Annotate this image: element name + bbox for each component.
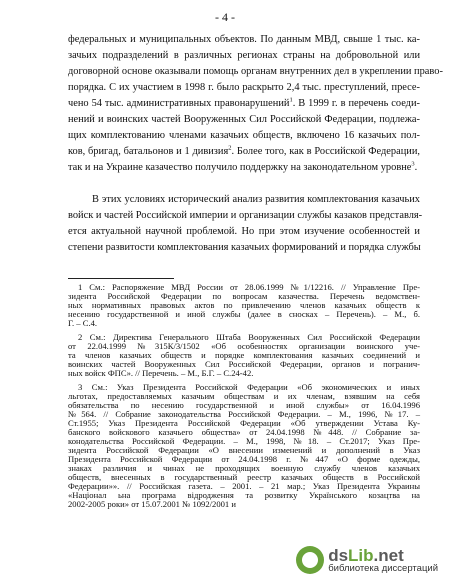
body-line: щих комплектованию членами казачьих обществ, включено 16 казачьих пол- [68,130,420,141]
body-line: нений и воинских частей Вооруженных Сил Российской Федерации, подлежа- [68,114,420,125]
footnote-line: банского войскового казачьего общества» от 24.04.1998 №448. // Собрание за- [68,427,420,437]
body-line: федеральных и муниципальных объектов. По данным МВД, свыше 1 тыс. ка- [68,34,420,45]
footnote-line: несению государственной и иной службы (далее в сносках – Перечень). – М., б. [68,309,420,319]
dslib-logo-icon [296,546,324,574]
body-line: ков, бригад, батальонов и 1 дивизия$^2$. Более того, как в Российской Федерации, [68,144,420,157]
body-line: чено 54 тыс. административных правонарушений$^1$. В 1999 г. в перечень соеди- [68,96,420,109]
footnote-line: ных войск ФПС». // Перечень. – М., Б.Г. – С.24-42. [68,368,254,378]
footnote-line: Президента Российской Федерации от 24.04.1998 г. №447 «О форме одежды, [68,454,420,464]
body-line: договорной основе оказывали помощь органам внутренних дел в укреплении право- [68,66,443,77]
footnote-line: Г. – С.4. [68,318,98,328]
body-line: В этих условиях исторический анализ развития комплектования казачьих [92,194,420,205]
page-number: - 4 - [215,10,235,24]
footnote-ref: 3 [411,160,415,168]
footnote-line: Федерации»». // Российская газета. – 2001. – 21 мар.; Указ Президента Украины [68,481,420,491]
footnote-separator [68,278,174,279]
footnote-line: та членов казачьих обществ и порядке комплектования казачьих соединений и [68,350,420,360]
body-line: степени развитости комплектования казачьих формирований и порядка службы [68,242,421,253]
footnote-line: знаках различия и чинах не проходящих военную службу членов казачьих [68,463,420,473]
footnote-ref: 1 [289,96,293,104]
footnote-line: зидента Российской Федерации по вопросам казачества. Перечень ведомствен- [68,291,420,301]
footnote-line: Ст.1955; Указ Президента Российской Федерации «Об утверждении Устава Ку- [68,418,420,428]
dslib-watermark [294,544,442,576]
body-line: ется актуальной научной проблемой. Но при этом изучение особенностей и [68,226,420,237]
body-line: так и на Украине казачество получило поддержку на законодательном уровне$^3$. [68,160,418,173]
footnote-line: 2 См.: Директива Генерального Штаба Вооруженных Сил Российской Федерации [78,332,420,342]
footnote-line: ных нормативных правовых актов по привлечению членов казачьих обществ к [68,300,420,310]
footnote-line: 2002-2005 роки» от 15.07.2001 № 1092/2001 и [68,499,236,509]
footnote-line: льготах, предоставляемых казачьим обществам и их членам, взявшим на себя [68,391,420,401]
watermark-tagline: библиотека диссертаций [328,562,438,574]
footnote-line: зидента Российской Федерации «О внесении изменений и дополнений в Указ [68,445,420,455]
footnote-line: «Націонал ьна програма відродження та розвитку Українського козацтва на [68,490,420,500]
footnote-line: от 22.04.1999 №315К/3/1502 «Об особенностях организации воинского уче- [68,341,420,351]
footnote-ref: 2 [228,144,232,152]
footnote-line: 3 См.: Указ Президента Российской Федерации «Об экономических и иных [78,382,420,392]
watermark-text [328,547,438,574]
body-line: зачьих подразделений в различных регионах страны на добровольной или [68,50,420,61]
footnote-line: обязательства по несению государственной и иной службы» от 16.04.1996 [68,400,420,410]
footnote-line: воинских частей Вооруженных Сил Российской Федерации, органов и погранич- [68,359,420,369]
watermark-brand: dsLib.net [328,545,404,565]
footnote-line: 1 См.: Распоряжение МВД России от 28.06.1999 №1/12216. // Управление Пре- [78,282,420,292]
footnote-line: №564. // Собрание законодательства Российской Федерации. – М., 1996, №17. – [68,409,420,419]
footnote-line: обществ, внесенных в государственный реестр казачьих обществ в Российской [68,472,420,482]
body-line: порядка. С их участием в 1998 г. было раскрыто 2,4 тыс. преступлений, пресе- [68,82,420,93]
footnote-line: конодательства Российской Федерации. – М., 1998, №18. – Ст.2017; Указ Пре- [68,436,420,446]
body-line: войск и частей Российской империи и организации службы казаков представля- [68,210,423,221]
